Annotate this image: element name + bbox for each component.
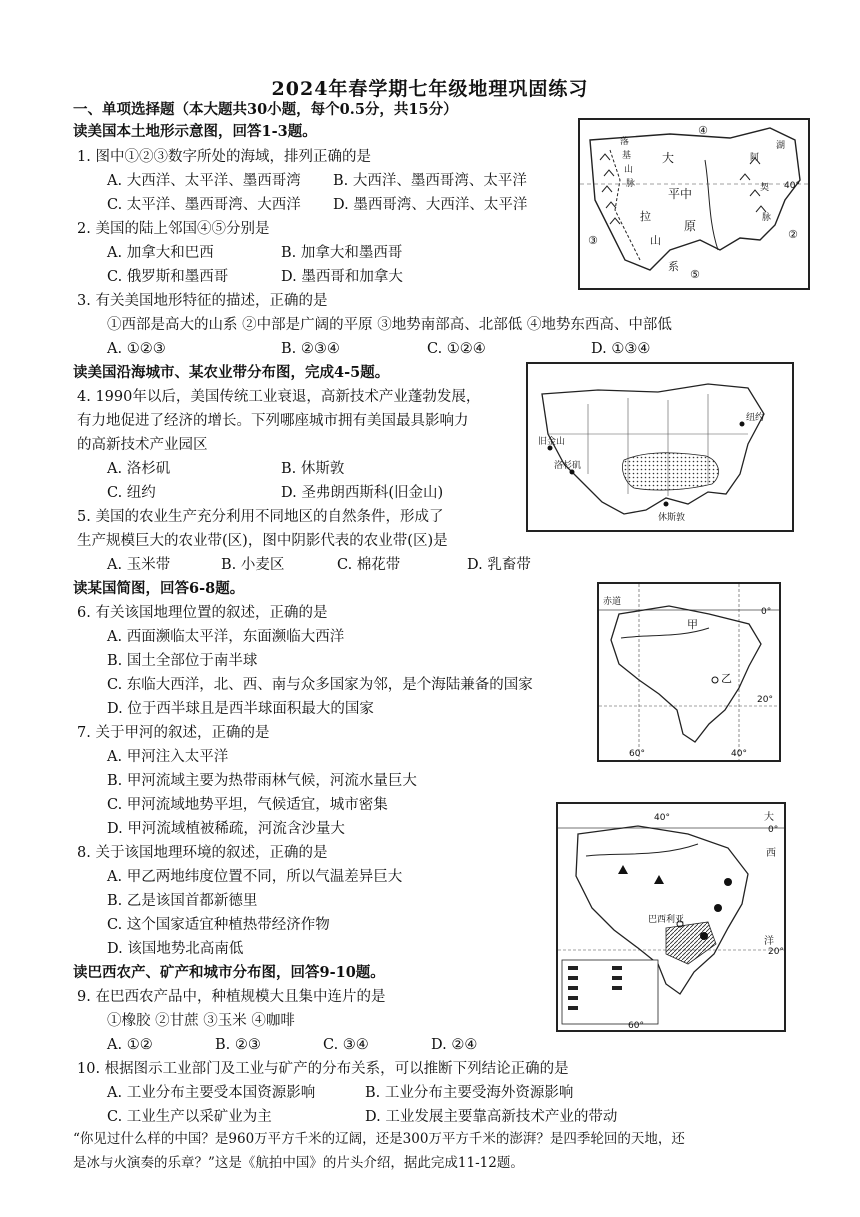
q3-items: ①西部是高大的山系 ②中部是广阔的平原 ③地势南部高、北部低 ④地势东西高、中部低	[107, 317, 672, 333]
q4-stem-2: 有力地促进了经济的增长。下列哪座城市拥有美国最具影响力	[77, 413, 469, 429]
q1-option-d: D. 墨西哥湾、大西洋、太平洋	[333, 197, 528, 213]
q7-stem: 7. 关于甲河的叙述，正确的是	[77, 725, 270, 741]
map3-label-0deg: 0°	[761, 607, 772, 617]
q10-option-b: B. 工业分布主要受海外资源影响	[365, 1085, 574, 1101]
q5-option-c: C. 棉花带	[337, 557, 401, 573]
map3-label-40deg: 40°	[731, 749, 747, 759]
map4-label-20deg: 20°	[768, 947, 784, 957]
map2-label-newyork: 纽约	[746, 413, 765, 423]
intro-9-10: 读巴西农产、矿产和城市分布图，回答9-10题。	[73, 964, 385, 981]
page-title: 2024年春学期七年级地理巩固练习	[271, 78, 589, 100]
us-agriculture-map-svg	[528, 364, 792, 530]
map3-label-60deg: 60°	[629, 749, 645, 759]
q5-option-d: D. 乳畜带	[467, 557, 531, 573]
map1-label-yuan: 原	[684, 219, 697, 233]
q4-option-a: A. 洛杉矶	[107, 461, 171, 477]
q1-option-a: A. 大西洋、太平洋、墨西哥湾	[107, 173, 301, 189]
map1-label-mai1: 脉	[626, 179, 636, 189]
q6-option-b: B. 国土全部位于南半球	[107, 653, 258, 669]
map2-label-houston: 休斯敦	[658, 513, 686, 523]
map1-label-shan2: 山	[650, 234, 661, 247]
q7-option-c: C. 甲河流域地势平坦，气候适宜，城市密集	[107, 797, 388, 813]
map4-label-da: 大	[764, 812, 774, 823]
q3-option-d: D. ①③④	[591, 341, 651, 357]
map3-label-20deg: 20°	[757, 695, 773, 705]
q6-option-d: D. 位于西半球且是西半球面积最大的国家	[107, 701, 374, 717]
q3-option-c: C. ①②④	[427, 341, 486, 357]
map4-label-yang: 洋	[764, 936, 774, 947]
q9-option-c: C. ③④	[323, 1037, 369, 1053]
q9-option-a: A. ①②	[107, 1037, 153, 1053]
q10-stem: 10. 根据图示工业部门及工业与矿产的分布关系，可以推断下列结论正确的是	[77, 1061, 569, 1077]
map3-label-yi: 乙	[721, 672, 732, 685]
map1-label-4: ④	[698, 124, 708, 137]
q4-stem-3: 的高新技术产业园区	[77, 437, 208, 453]
q5-option-b: B. 小麦区	[221, 557, 285, 573]
map2-label-losangeles: 洛杉矶	[554, 461, 582, 471]
brazil-resource-map	[556, 802, 786, 1032]
q3-option-a: A. ①②③	[107, 341, 166, 357]
section-heading: 一、单项选择题（本大题共30小题，每个0.5分，共15分）	[73, 101, 458, 118]
brazil-sketch-map-svg	[599, 584, 779, 760]
q10-option-d: D. 工业发展主要靠高新技术产业的带动	[365, 1109, 618, 1125]
q2-stem: 2. 美国的陆上邻国④⑤分别是	[77, 221, 270, 237]
map4-label-brasilia: 巴西利亚	[648, 915, 685, 925]
q7-option-d: D. 甲河流域植被稀疏，河流含沙量大	[107, 821, 345, 837]
q8-option-d: D. 该国地势北高南低	[107, 941, 244, 957]
q5-option-a: A. 玉米带	[107, 557, 171, 573]
q4-option-c: C. 纽约	[107, 485, 156, 501]
map1-label-a: 阿	[750, 153, 760, 163]
map1-label-da: 大	[662, 151, 675, 165]
intro-1-3: 读美国本土地形示意图，回答1-3题。	[73, 123, 317, 140]
q7-option-a: A. 甲河注入太平洋	[107, 749, 229, 765]
q8-option-c: C. 这个国家适宜种植热带经济作物	[107, 917, 330, 933]
q8-option-b: B. 乙是该国首都新德里	[107, 893, 258, 909]
map4-label-0deg: 0°	[768, 825, 779, 835]
us-terrain-map-svg	[580, 120, 808, 288]
map1-label-2: ②	[788, 228, 798, 241]
map1-label-zhong: 中	[680, 187, 693, 201]
intro-4-5: 读美国沿海城市、某农业带分布图，完成4-5题。	[73, 364, 390, 381]
us-terrain-map	[578, 118, 810, 290]
q7-option-b: B. 甲河流域主要为热带雨林气候，河流水量巨大	[107, 773, 417, 789]
map1-label-ji: 基	[622, 151, 632, 161]
q2-option-c: C. 俄罗斯和墨西哥	[107, 269, 229, 285]
map1-label-hu: 湖	[776, 141, 786, 151]
q5-stem-1: 5. 美国的农业生产充分利用不同地区的自然条件，形成了	[77, 509, 444, 525]
q9-items: ①橡胶 ②甘蔗 ③玉米 ④咖啡	[107, 1013, 295, 1029]
map1-label-mai2: 脉	[762, 213, 772, 223]
q10-option-a: A. 工业分布主要受本国资源影响	[107, 1085, 316, 1101]
map1-label-ping: 平	[668, 187, 681, 201]
q2-option-a: A. 加拿大和巴西	[107, 245, 214, 261]
map1-label-luo: 落	[620, 137, 630, 147]
q6-stem: 6. 有关该国地理位置的叙述，正确的是	[77, 605, 328, 621]
map3-label-equator: 赤道	[603, 597, 622, 607]
map1-label-shan1: 山	[624, 165, 634, 175]
q1-stem: 1. 图中①②③数字所处的海域，排列正确的是	[77, 149, 371, 165]
q6-option-c: C. 东临大西洋，北、西、南与众多国家为邻，是个海陆兼备的国家	[107, 677, 533, 693]
map1-label-la: 拉	[640, 210, 651, 223]
map4-label-60deg: 60°	[628, 1021, 644, 1030]
map1-label-xi: 系	[668, 260, 679, 273]
map1-label-qi: 契	[760, 183, 770, 193]
q3-option-b: B. ②③④	[281, 341, 340, 357]
us-agriculture-map	[526, 362, 794, 532]
q1-option-c: C. 太平洋、墨西哥湾、大西洋	[107, 197, 301, 213]
brazil-resource-map-svg	[558, 804, 784, 1030]
q2-option-b: B. 加拿大和墨西哥	[281, 245, 403, 261]
map2-label-sanfrancisco: 旧金山	[538, 437, 566, 447]
q4-option-b: B. 休斯敦	[281, 461, 345, 477]
map4-label-xi: 西	[766, 848, 776, 859]
q9-option-b: B. ②③	[215, 1037, 261, 1053]
q6-option-a: A. 西面濒临太平洋，东面濒临大西洋	[107, 629, 345, 645]
map1-label-40deg: 40°	[784, 181, 800, 191]
q9-stem: 9. 在巴西农产品中，种植规模大且集中连片的是	[77, 989, 386, 1005]
closing-text-2: 是冰与火演奏的乐章？”这是《航拍中国》的片头介绍，据此完成11-12题。	[73, 1155, 524, 1171]
q1-option-b: B. 大西洋、墨西哥湾、太平洋	[333, 173, 527, 189]
map4-label-40deg: 40°	[654, 813, 670, 823]
brazil-sketch-map	[597, 582, 781, 762]
q4-option-d: D. 圣弗朗西斯科(旧金山)	[281, 485, 444, 501]
closing-text-1: “你见过什么样的中国？是960万平方千米的辽阔，还是300万平方千米的澎湃？是四季轮回的天地，还	[73, 1131, 685, 1147]
q5-stem-2: 生产规模巨大的农业带(区)，图中阴影代表的农业带(区)是	[77, 533, 448, 549]
map1-label-3: ③	[588, 234, 598, 247]
q9-option-d: D. ②④	[431, 1037, 478, 1053]
q2-option-d: D. 墨西哥和加拿大	[281, 269, 403, 285]
map1-label-5: ⑤	[690, 268, 700, 281]
q8-stem: 8. 关于该国地理环境的叙述，正确的是	[77, 845, 328, 861]
map3-label-jia: 甲	[687, 618, 698, 631]
q3-stem: 3. 有关美国地形特征的描述，正确的是	[77, 293, 328, 309]
q8-option-a: A. 甲乙两地纬度位置不同，所以气温差异巨大	[107, 869, 403, 885]
q10-option-c: C. 工业生产以采矿业为主	[107, 1109, 272, 1125]
intro-6-8: 读某国简图，回答6-8题。	[73, 580, 245, 597]
q4-stem-1: 4. 1990年以后，美国传统工业衰退，高新技术产业蓬勃发展，	[77, 389, 481, 405]
